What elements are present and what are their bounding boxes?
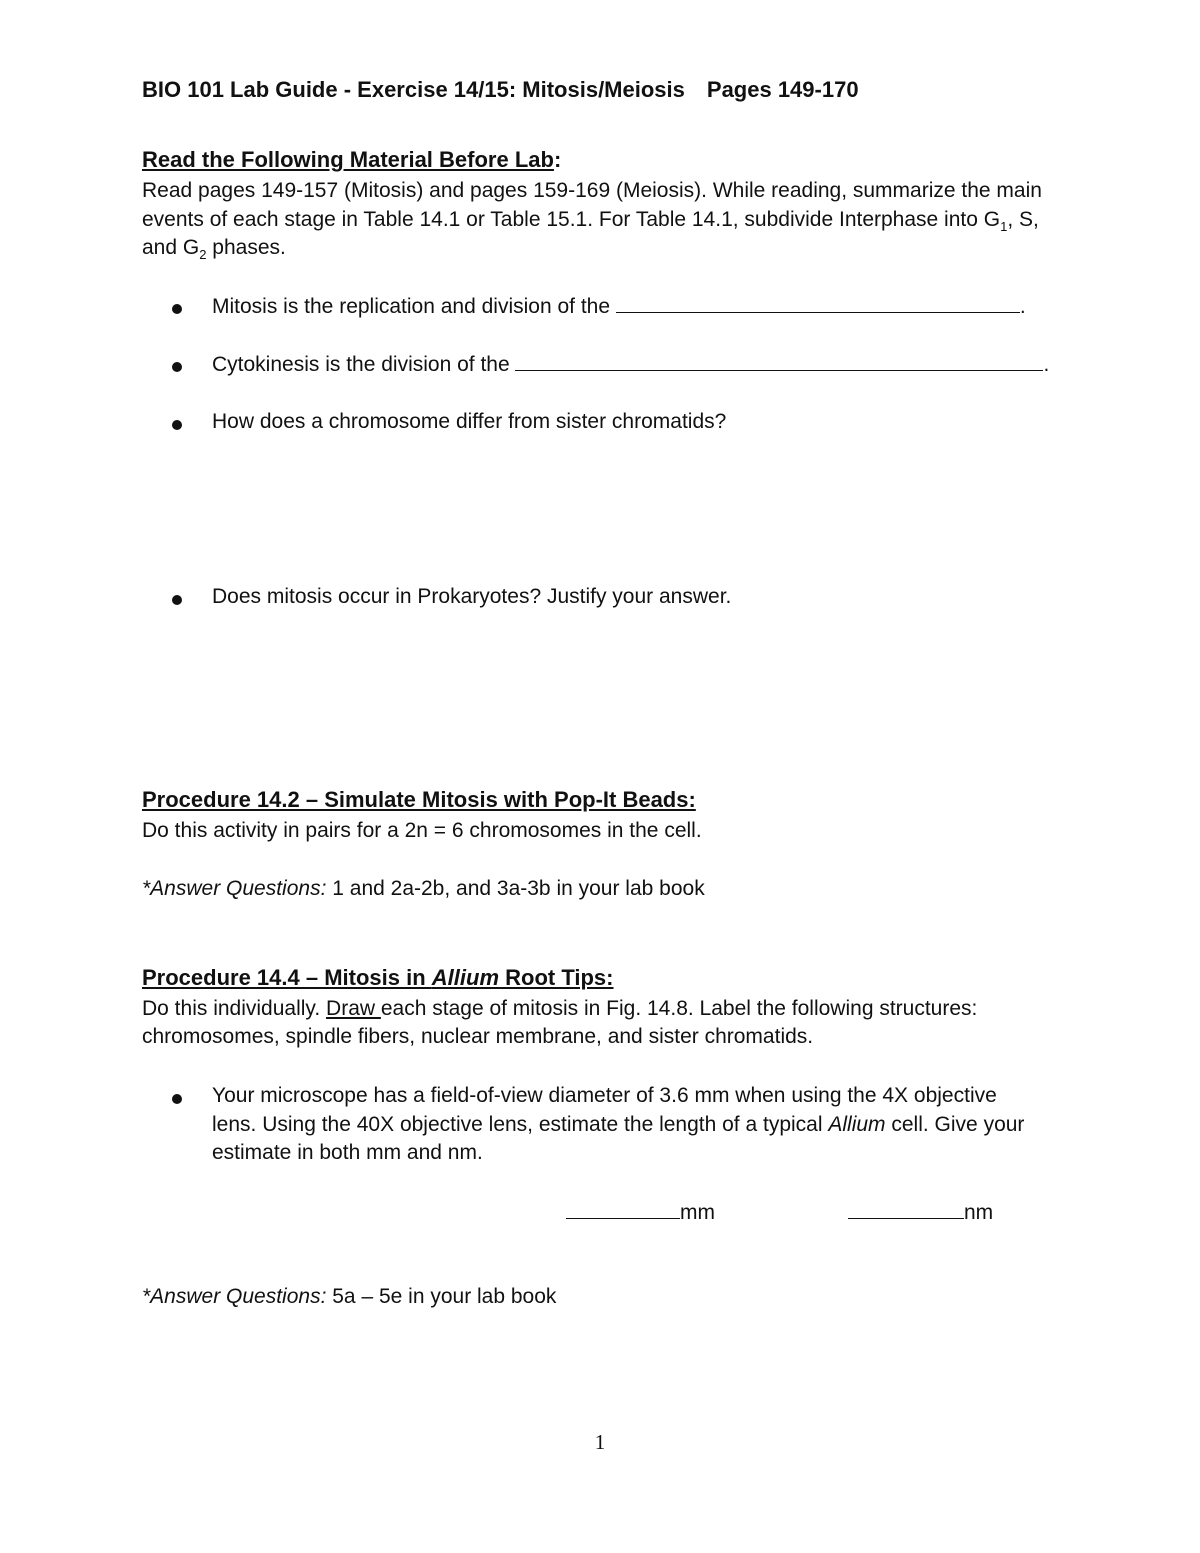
draw-word: Draw: [326, 997, 381, 1020]
procedure-14-2-answer: [142, 875, 705, 903]
bullet-dot-icon: [172, 420, 182, 430]
nm-unit: nm: [964, 1201, 994, 1224]
answer-label: *Answer Questions:: [142, 1285, 327, 1308]
answer-label: *Answer Questions:: [142, 877, 327, 900]
procedure-14-4-answer: [142, 1283, 556, 1311]
bullet-cytokinesis-period: .: [1043, 353, 1050, 376]
bullet-dot-icon: [172, 304, 182, 314]
mm-unit: mm: [680, 1201, 715, 1224]
procedure-14-2-heading-text: Procedure 14.2 – Simulate Mitosis with Pop-It Beads:: [142, 787, 696, 812]
page-title: [142, 76, 859, 104]
procedure-14-4-heading: [142, 964, 613, 993]
microscope-bullet-line-1: Your microscope has a field-of-view diameter of 3.6 mm when using the 4X objective: [212, 1084, 997, 1107]
answer-text: 1 and 2a-2b, and 3a-3b in your lab book: [326, 877, 705, 900]
procedure-14-4-line-1b: each stage of mitosis in Fig. 14.8. Label the following structures:: [380, 997, 978, 1020]
bullet-mitosis: [212, 292, 1026, 321]
procedure-14-4-line-1: [142, 995, 977, 1023]
bullet-chromosome-question: How does a chromosome differ from sister chromatids?: [212, 410, 727, 433]
subscript-1: 1: [1000, 219, 1008, 235]
mm-answer-blank[interactable]: [566, 1198, 680, 1219]
mm-answer: [566, 1198, 715, 1227]
procedure-14-4-heading-b: Root Tips:: [499, 965, 614, 990]
allium-italic: Allium: [828, 1113, 886, 1136]
microscope-bullet-line-3: estimate in both mm and nm.: [212, 1141, 483, 1164]
procedure-14-2-heading: [142, 786, 696, 815]
procedure-14-4-line-1a: Do this individually.: [142, 997, 327, 1020]
reading-line-3a: and G: [142, 236, 200, 259]
reading-line-2: [142, 206, 1039, 234]
microscope-bullet-line-2: [212, 1111, 1024, 1139]
reading-line-1: Read pages 149-157 (Mitosis) and pages 159-169 (Meiosis). While reading, summarize the main: [142, 179, 1042, 202]
bullet-mitosis-text: Mitosis is the replication and division of the: [212, 295, 616, 318]
answer-text: 5a – 5e in your lab book: [326, 1285, 557, 1308]
reading-line-3: [142, 234, 286, 262]
reading-heading-colon: :: [553, 147, 562, 172]
reading-line-2a: events of each stage in Table 14.1 or Table 15.1. For Table 14.1, subdivide Interphase into G: [142, 208, 1001, 231]
microscope-line-2b: cell. Give your: [885, 1113, 1025, 1136]
bullet-dot-icon: [172, 362, 182, 372]
procedure-14-4-heading-a: Procedure 14.4 – Mitosis in: [142, 965, 432, 990]
reading-heading-text: Read the Following Material Before Lab: [142, 147, 554, 172]
title-pages: Pages 149-170: [706, 77, 859, 102]
nm-answer: [848, 1198, 993, 1227]
nm-answer-blank[interactable]: [848, 1198, 964, 1219]
bullet-mitosis-period: .: [1019, 295, 1026, 318]
answer-blank[interactable]: [515, 350, 1043, 371]
procedure-14-2-line: Do this activity in pairs for a 2n = 6 chromosomes in the cell.: [142, 819, 702, 842]
subscript-2: 2: [199, 247, 207, 263]
bullet-cytokinesis: [212, 350, 1049, 379]
bullet-dot-icon: [172, 595, 182, 605]
procedure-14-4-heading-italic: Allium: [431, 965, 500, 990]
procedure-14-4-line-2: chromosomes, spindle fibers, nuclear membrane, and sister chromatids.: [142, 1025, 814, 1048]
reading-line-2b: , S,: [1007, 208, 1039, 231]
reading-line-3b: phases.: [206, 236, 286, 259]
reading-heading: [142, 146, 561, 175]
title-main: BIO 101 Lab Guide - Exercise 14/15: Mitosis/Meiosis: [142, 77, 685, 102]
page-number: 1: [594, 1430, 606, 1454]
microscope-line-2a: lens. Using the 40X objective lens, estimate the length of a typical: [212, 1113, 829, 1136]
bullet-prokaryotes-question: Does mitosis occur in Prokaryotes? Justify your answer.: [212, 585, 732, 608]
bullet-cytokinesis-text: Cytokinesis is the division of the: [212, 353, 516, 376]
bullet-dot-icon: [172, 1094, 182, 1104]
answer-blank[interactable]: [616, 292, 1020, 313]
